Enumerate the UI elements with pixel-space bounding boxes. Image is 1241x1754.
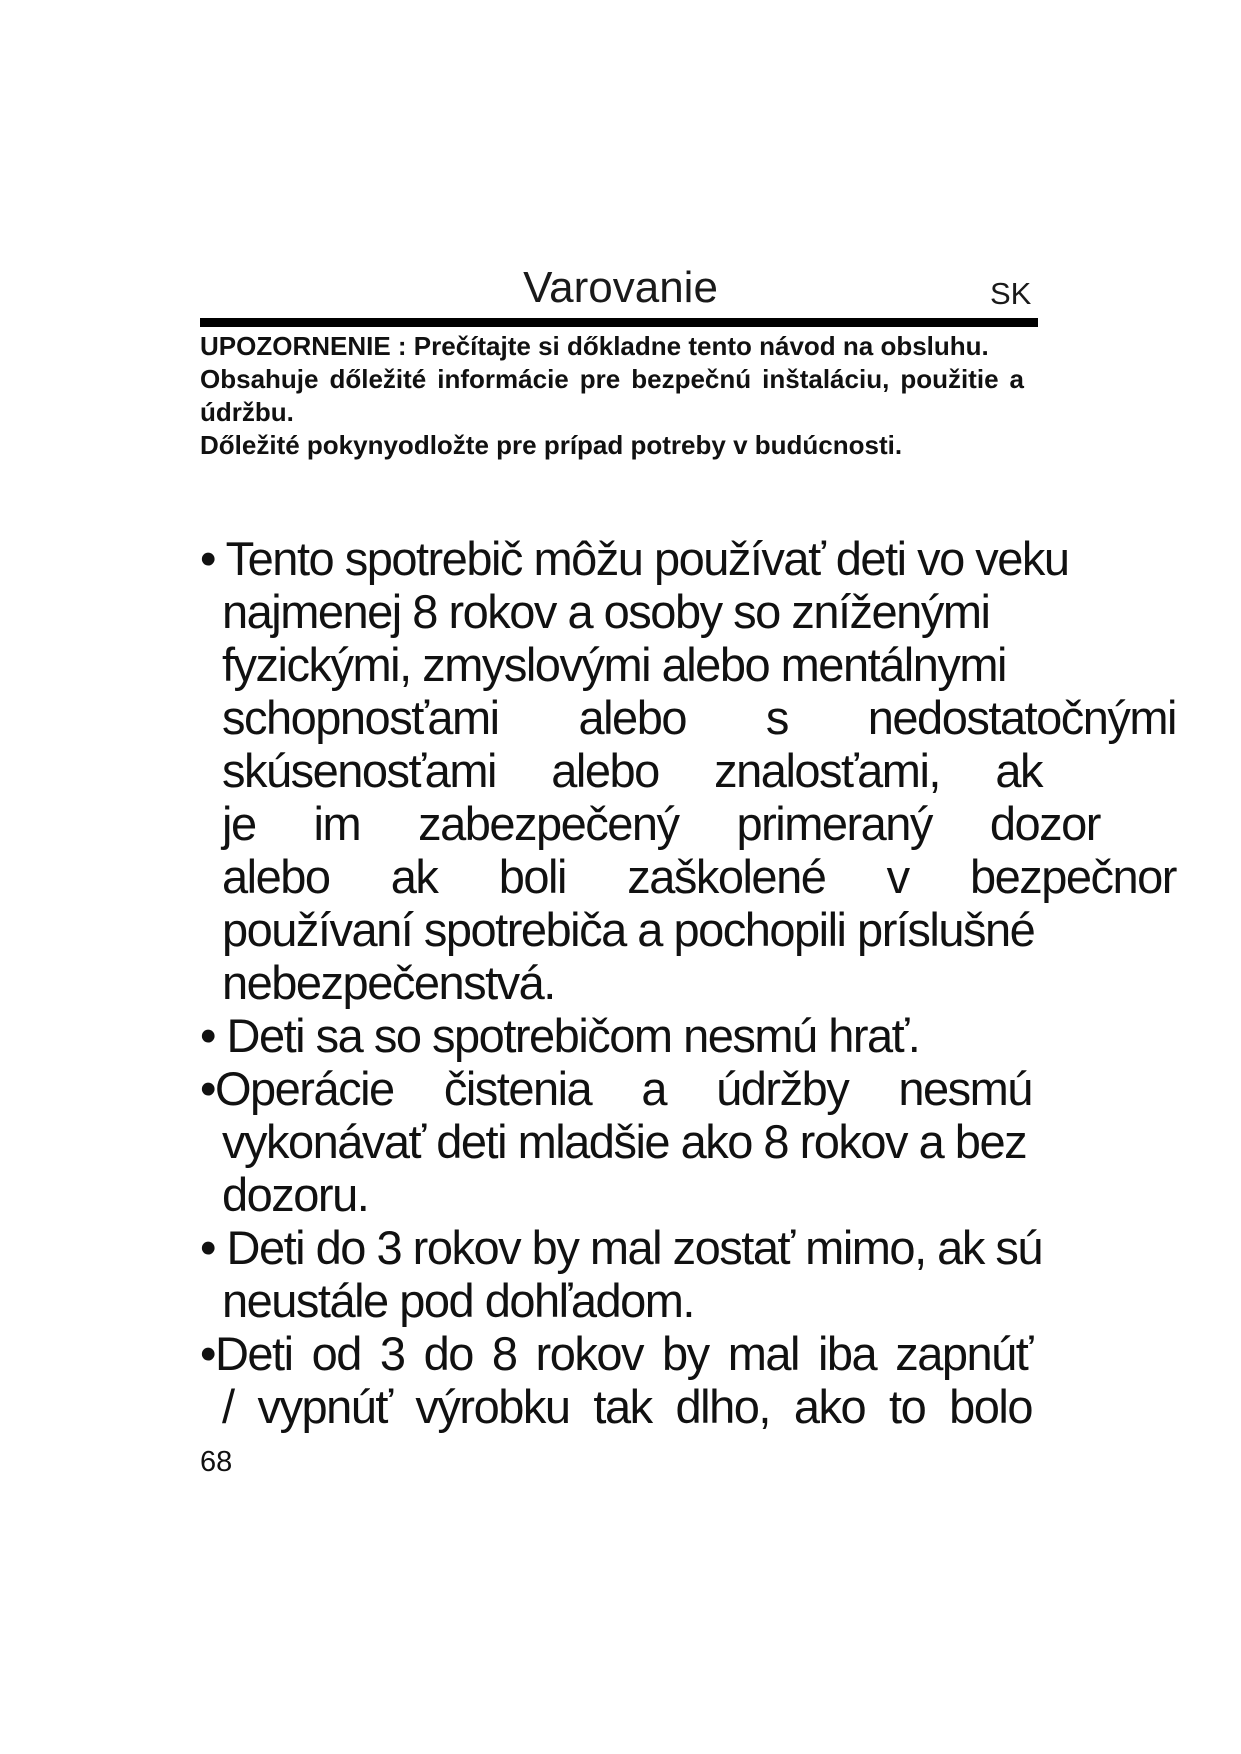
warning-notice <box>200 330 1024 462</box>
item-line: je im zabezpečený primeraný dozor <box>222 797 1100 850</box>
language-code: SK <box>990 276 1032 311</box>
item-line: používaní spotrebiča a pochopili príslušné <box>222 903 1035 956</box>
notice-contains-info: Obsahuje dőležité informácie pre bezpečnú inštaláciu, použitie a údržbu. <box>200 364 1024 427</box>
list-item <box>200 1009 1176 1062</box>
item-line: • Tento spotrebič môžu používať deti vo veku <box>200 532 1069 585</box>
list-item <box>200 1062 1176 1221</box>
item-line: najmenej 8 rokov a osoby so zníženými <box>222 585 990 638</box>
list-item <box>200 1221 1176 1327</box>
item-line: dozoru. <box>222 1168 369 1221</box>
item-line: schopnosťami alebo s nedostatočnými <box>222 691 1176 744</box>
notice-keep-instructions: Dőležité pokynyodložte pre prípad potreby v budúcnosti. <box>200 430 903 460</box>
list-item <box>200 532 1176 1009</box>
item-line: vykonávať deti mladšie ako 8 rokov a bez <box>222 1115 1027 1168</box>
notice-read-manual: UPOZORNENIE : Prečítajte si dőkladne tento návod na obsluhu. <box>200 331 989 361</box>
item-line: alebo ak boli zaškolené v bezpečnor <box>222 850 1176 903</box>
item-line: neustále pod dohľadom. <box>222 1274 694 1327</box>
item-line: fyzickými, zmyslovými alebo mentálnymi <box>222 638 1006 691</box>
item-line: • Deti do 3 rokov by mal zostať mimo, ak sú <box>200 1221 1043 1274</box>
item-line: •Operácie čistenia a údržby nesmú <box>200 1062 1032 1115</box>
item-line: • Deti sa so spotrebičom nesmú hrať. <box>200 1009 920 1062</box>
item-line: skúsenosťami alebo znalosťami, ak <box>222 744 1042 797</box>
safety-instructions-list <box>200 532 1176 1433</box>
list-item <box>200 1327 1176 1433</box>
header-rule <box>200 318 1038 327</box>
page-title: Varovanie <box>523 263 718 312</box>
item-line: •Deti od 3 do 8 rokov by mal iba zapnúť <box>200 1327 1032 1380</box>
item-line: / vypnúť výrobku tak dlho, ako to bolo <box>222 1380 1032 1433</box>
page-number: 68 <box>200 1446 233 1478</box>
item-line: nebezpečenstvá. <box>222 956 555 1009</box>
